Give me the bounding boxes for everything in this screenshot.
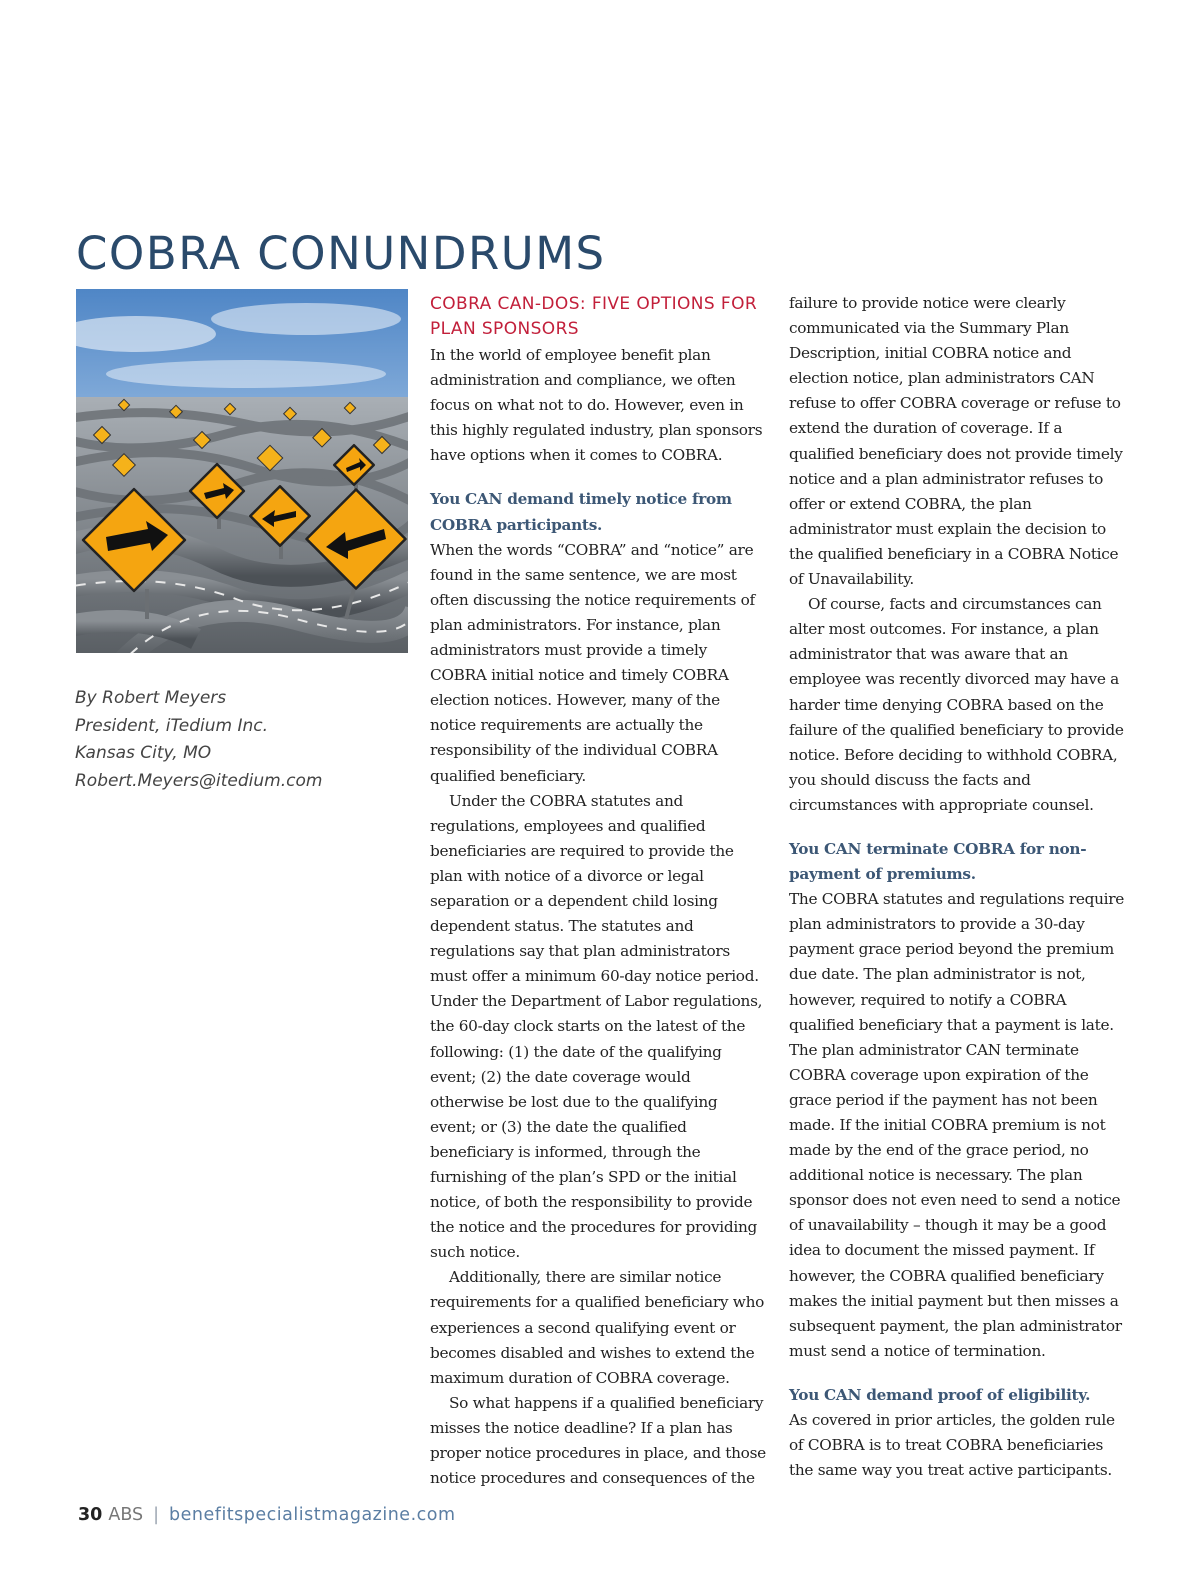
author-position: President, iTedium Inc. (75, 715, 269, 736)
paragraph: The COBRA statutes and regulations require plan administrators to provide a 30-day payment grace period beyond the premium due date. The plan administrator is not, however, required to notify a COBRA qualified beneficiary that a payment is late. The plan administrator CAN terminate COBRA coverage upon expiration of the grace period if the payment has not been made. If the initial COBRA premium is not made by the end of the grace period, no additional notice is necessary. The plan sponsor does not even need to send a notice of unavailability – though it may be a good idea to document the missed payment. If however, the COBRA qualified beneficiary makes the initial payment but then misses a subsequent payment, the plan administrator must send a notice of termination. (789, 890, 1125, 1360)
intro-paragraph: In the world of employee benefit plan administration and compliance, we often focus on what not to do. However, even in this highly regulated industry, plan sponsors have options when it comes to COBRA. (430, 346, 763, 465)
article-column-1 (430, 292, 768, 1491)
footer-separator: | (153, 1505, 160, 1525)
section-heading: COBRA CAN-DOS: FIVE OPTIONS FOR PLAN SPONSORS (430, 294, 758, 339)
paragraph: Under the COBRA statutes and regulations, employees and qualified beneficiaries are required to provide the plan with notice of a divorce or legal separation or a dependent child losing dependent status. The statutes and regulations say that plan administrators must offer a minimum 60-day notice period. Under the Department of Labor regulations, the 60-day clock starts on the latest of the following: (1) the date of the qualifying event; (2) the date coverage would otherwise be lost due to the qualifying event; or (3) the date the qualified beneficiary is informed, through the furnishing of the plan’s SPD or the initial notice, of both the responsibility to provide the notice and the procedures for providing such notice. (430, 791, 763, 1262)
magazine-url[interactable]: benefitspecialistmagazine.com (169, 1505, 456, 1525)
article-title: COBRA CONUNDRUMS (76, 227, 606, 280)
paragraph: Of course, facts and circumstances can alter most outcomes. For instance, a plan administrator that was aware that an employee was recently divorced may have a harder time denying COBRA based on the failure of the qualified beneficiary to provide notice. Before deciding to withhold COBRA, you should discuss the facts and circumstances with appropriate counsel. (789, 595, 1124, 814)
author-location: Kansas City, MO (75, 743, 212, 763)
page-number: 30 (78, 1505, 103, 1525)
author-byline (75, 685, 395, 795)
magazine-name: ABS (108, 1505, 144, 1525)
author-email[interactable]: Robert.Meyers@itedium.com (75, 770, 323, 791)
subheading-terminate-cobra: You CAN terminate COBRA for non-payment of premiums. (789, 839, 1087, 884)
paragraph: failure to provide notice were clearly communicated via the Summary Plan Description, initial COBRA notice and election notice, plan administrators CAN refuse to offer COBRA coverage or refuse to extend the duration of coverage. If a qualified beneficiary does not provide timely notice and a plan administrator refuses to offer or extend COBRA, the plan administrator must explain the decision to the qualified beneficiary in a COBRA Notice of Unavailability. (789, 294, 1123, 589)
paragraph: Additionally, there are similar notice requirements for a qualified beneficiary who experiences a second qualifying event or becomes disabled and wishes to extend the maximum duration of COBRA coverage. (430, 1268, 765, 1387)
paragraph: When the words “COBRA” and “notice” are found in the same sentence, we are most often discussing the notice requirements of plan administrators. For instance, plan administrators must provide a timely COBRA initial notice and timely COBRA election notices. However, many of the notice requirements are actually the responsibility of the individual COBRA qualified beneficiary. (430, 540, 755, 785)
subheading-timely-notice: You CAN demand timely notice from COBRA participants. (430, 490, 732, 534)
article-column-2 (789, 291, 1129, 1483)
article-photo (76, 289, 408, 653)
paragraph: As covered in prior articles, the golden rule of COBRA is to treat COBRA beneficiaries the same way you treat active participants. (789, 1411, 1115, 1480)
author-name: By Robert Meyers (75, 688, 227, 708)
subheading-proof-eligibility: You CAN demand proof of eligibility. (789, 1385, 1091, 1404)
page-footer (78, 1502, 456, 1528)
paragraph: So what happens if a qualified beneficiary misses the notice deadline? If a plan has proper notice procedures in place, and those notice procedures and consequences of the (430, 1393, 766, 1488)
